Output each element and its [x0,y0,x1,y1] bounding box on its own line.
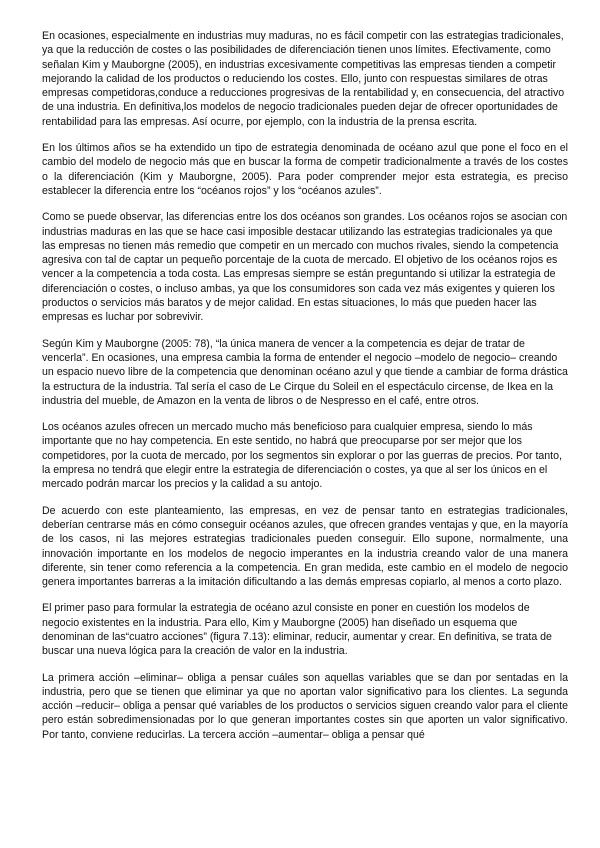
paragraph-5: Los océanos azules ofrecen un mercado mucho más beneficioso para cualquier empresa, siendo lo más importante que no hay competencia. En este sentido, no habrá que preocuparse por ser mejor que los competidores, por la cuota de mercado, por los segmentos sin explorar o por las guerras de precios. Por tanto, la empresa no tendrá que elegir entre la estrategia de diferenciación o costes, ya que al ser los únicos en el mercado podrán marcar los precios y la calidad a su antojo. [42,421,562,491]
paragraph-6: De acuerdo con este planteamiento, las empresas, en vez de pensar tanto en estrategias tradicionales, deberían centrarse más en cómo conseguir océanos azules, que ofrecen grandes ventajas y que, en la mayoría de los casos, ni las mejores estrategias tradicionales pueden conseguir. Ello supone, normalmente, una innovación importante en los modelos de negocio imperantes en la industria creando valor de una manera diferente, sin tener como referencia a la competencia. En gran medida, este cambio en el modelo de negocio genera importantes barreras a la imitación dificultando a las demás empresas copiarlo, al menos a corto plazo. [42,504,568,589]
document-page [42,29,568,754]
paragraph-3: Como se puede observar, las diferencias entre los dos océanos son grandes. Los océanos rojos se asocian con industrias maduras en las que se hace casi imposible destacar utilizando las estrategias tradicionales ya que las empresas no tienen más remedio que competir en un mercado con muchos rivales, siendo la competencia agresiva con tal de captar un pequeño porcentaje de la cuota de mercado. El objetivo de los océanos rojos es vencer a la competencia a toda costa. Las empresas siempre se están preguntando si utilizar la estrategia de diferenciación o costes, o incluso ambas, ya que los consumidores son cada vez más exigentes y quieren los productos o servicios más baratos y de mejor calidad. En estas situaciones, lo más que pueden hacer las empresas es luchar por sobrevivir. [42,211,568,324]
paragraph-8: La primera acción –eliminar– obliga a pensar cuáles son aquellas variables que se dan por sentadas en la industria, pero que se tienen que eliminar ya que no aportan valor significativo para los clientes. La segunda acción –reducir– obliga a pensar qué variables de los productos o servicios siguen creando valor para el cliente pero están sobredimensionadas por lo que generan importantes costes sin que aporten un valor significativo. Por tanto, conviene reducirlas. La tercera acción –aumentar– obliga a pensar qué [42,671,568,741]
paragraph-4: Según Kim y Mauborgne (2005: 78), “la única manera de vencer a la competencia es dejar de tratar de vencerla”. En ocasiones, una empresa cambia la forma de entender el negocio –modelo de negocio– creando un espacio nuevo libre de la competencia que denominan océano azul y que tiende a cambiar de forma drástica la estructura de la industria. Tal sería el caso de Le Cirque du Soleil en el espectáculo circense, de Ikea en la industria del mueble, de Amazon en la venta de libros o de Nespresso en el café, entre otros. [42,337,568,407]
paragraph-1: En ocasiones, especialmente en industrias muy maduras, no es fácil competir con las estrategias tradicionales, ya que la reducción de costes o las posibilidades de diferenciación tienen unos límites. Efectivamente, como señalan Kim y Mauborgne (2005), en industrias excesivamente competitivas las empresas tienden a competir mejorando la calidad de los productos o reduciendo los costes. Ello, junto con respuestas similares de otras empresas competidoras,conduce a reducciones progresivas de la rentabilidad y, en consecuencia, del atractivo de una industria. En definitiva,los modelos de negocio tradicionales pueden dejar de ofrecer oportunidades de rentabilidad para las empresas. Así ocurre, por ejemplo, con la industria de la prensa escrita. [42,30,565,128]
paragraph-2: En los últimos años se ha extendido un tipo de estrategia denominada de océano azul que pone el foco en el cambio del modelo de negocio más que en buscar la forma de competir tradicionalmente a través de los costes o la diferenciación (Kim y Mauborgne, 2005). Para poder comprender mejor esta estrategia, es preciso establecer la diferencia entre los “océanos rojos” y los “océanos azules”. [42,142,568,197]
paragraph-7: El primer paso para formular la estrategia de océano azul consiste en poner en cuestión los modelos de negocio existentes en la industria. Para ello, Kim y Mauborgne (2005) han diseñado un esquema que denominan de las“cuatro acciones” (figura 7.13): eliminar, reducir, aumentar y crear. En definitiva, se trata de buscar una nueva lógica para la creación de valor en la industria. [42,602,552,658]
